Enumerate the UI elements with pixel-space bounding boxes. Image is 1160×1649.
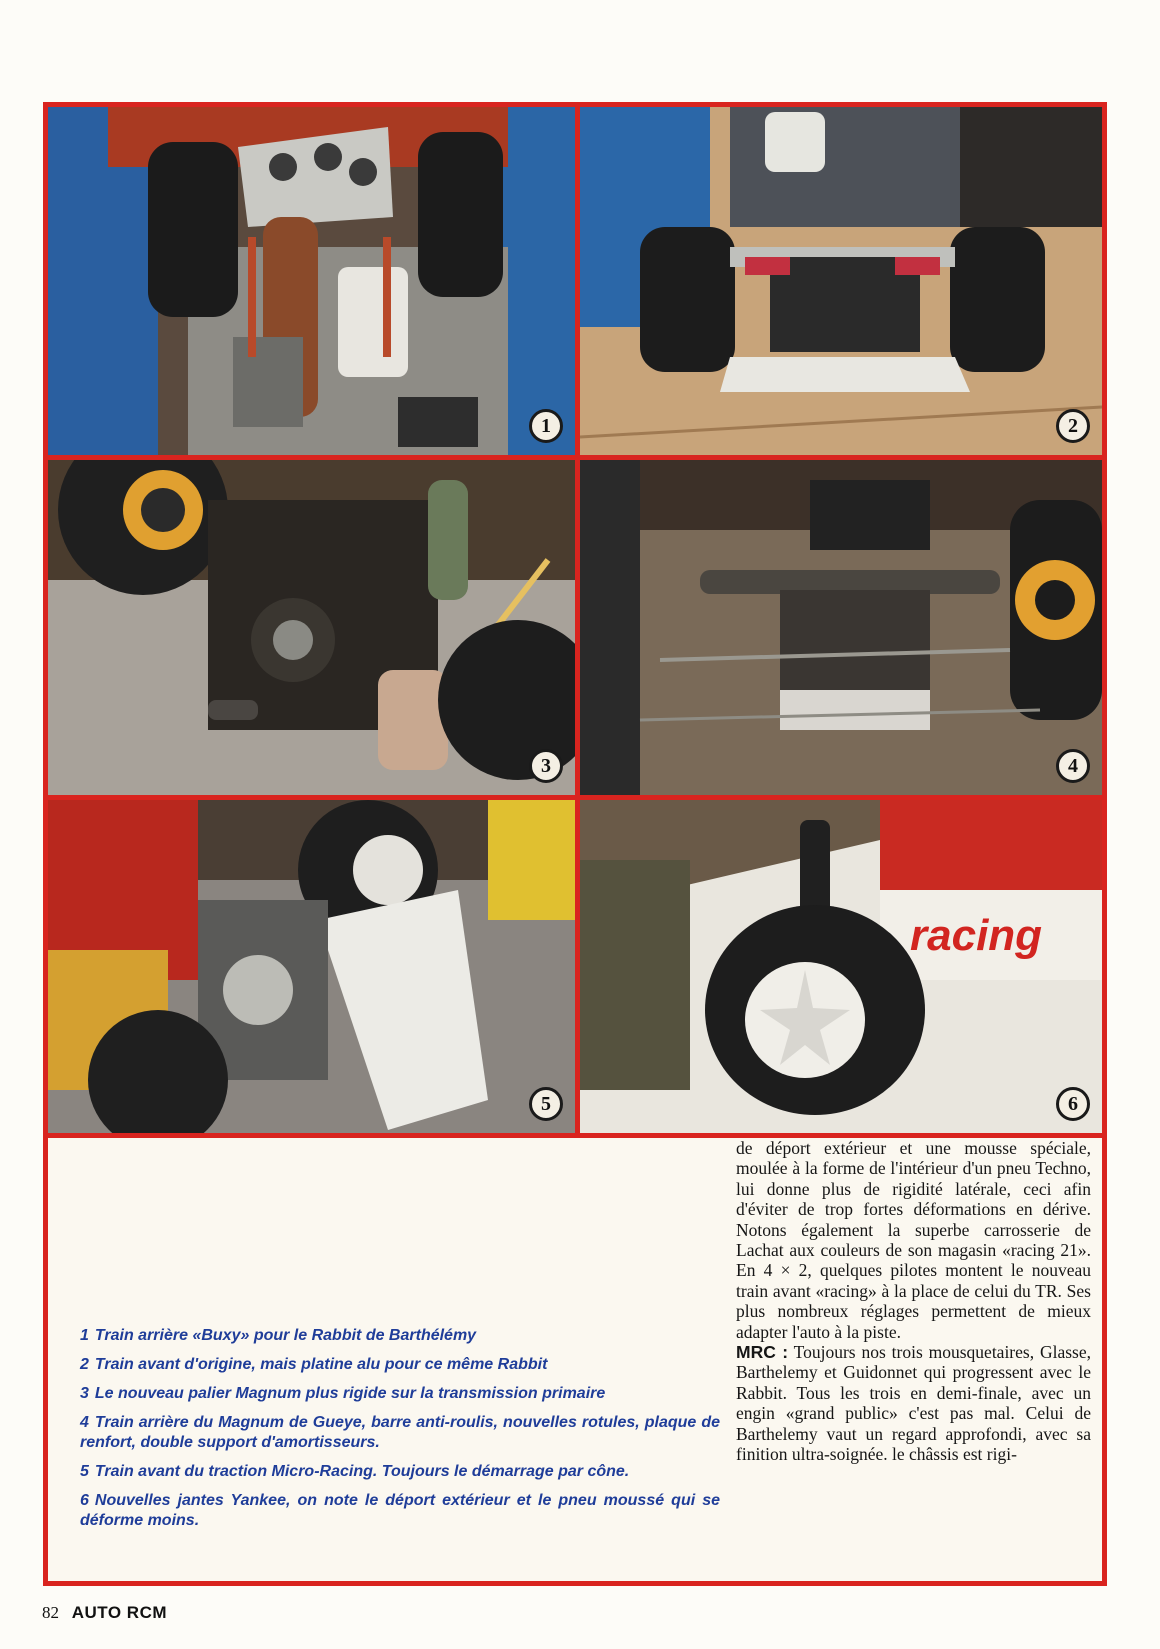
section-label-mrc: MRC :: [736, 1342, 789, 1363]
photo-number-badge: 3: [529, 749, 563, 783]
racing-sticker-text: racing: [910, 911, 1043, 960]
caption-6: 6 Nouvelles jantes Yankee, on note le déport extérieur et le pneu moussé qui se déforme moins.: [80, 1492, 720, 1529]
page-number: 82: [42, 1603, 59, 1622]
photo-captions: [80, 1326, 720, 1540]
photo-number-badge: 6: [1056, 1087, 1090, 1121]
caption-3: 3 Le nouveau palier Magnum plus rigide sur la transmission primaire: [80, 1385, 606, 1402]
photo-2-image: [580, 107, 1102, 455]
photo-number-badge: 2: [1056, 409, 1090, 443]
photo-6-image: [580, 800, 1102, 1133]
photo-3: [48, 460, 575, 795]
photo-spread: [43, 102, 1107, 1586]
caption-2: 2 Train avant d'origine, mais platine alu pour ce même Rabbit: [80, 1356, 548, 1373]
caption-5: 5 Train avant du traction Micro-Racing. Toujours le démarrage par cône.: [80, 1463, 630, 1480]
page-footer: [42, 1603, 167, 1623]
photo-3-image: [48, 460, 575, 795]
photo-1-image: [48, 107, 575, 455]
article-paragraph-mrc: MRC : Toujours nos trois mousquetaires, Glasse, Barthelemy et Guidonnet qui progressent avec le Rabbit. Tous les trois en demi-finale, avec un engin «grand public» c'est pas mal. Celui de Barthelemy vaut un regard approfondi, avec sa finition ultra-soignée. le châssis est rigi-: [736, 1342, 1091, 1465]
photo-2: [580, 107, 1102, 455]
photo-5-image: [48, 800, 575, 1133]
photo-1: [48, 107, 575, 455]
article-paragraph: de déport extérieur et une mousse spéciale, moulée à la forme de l'intérieur d'un pneu Techno, lui donne plus de rigidité latérale, ceci afin d'éviter de trop fortes déformations en dérive. Notons également la superbe carrosserie de Lachat aux couleurs de son magasin «racing 21». En 4 × 2, quelques pilotes montent le nouveau train avant «racing» à la place de celui du TR. Ses plus nombreux réglages permettent de mieux adapter l'auto à la piste.: [736, 1138, 1091, 1342]
article-column: [736, 1138, 1091, 1465]
photo-number-badge: 1: [529, 409, 563, 443]
photo-4-image: [580, 460, 1102, 795]
photo-5: [48, 800, 575, 1133]
text-panel: [48, 1138, 1102, 1581]
photo-number-badge: 5: [529, 1087, 563, 1121]
photo-6: [580, 800, 1102, 1133]
caption-1: 1 Train arrière «Buxy» pour le Rabbit de Barthélémy: [80, 1327, 477, 1344]
magazine-name: AUTO RCM: [71, 1603, 168, 1622]
caption-4: 4 Train arrière du Magnum de Gueye, barre anti-roulis, nouvelles rotules, plaque de renfort, double support d'amortisseurs.: [80, 1414, 720, 1451]
photo-number-badge: 4: [1056, 749, 1090, 783]
photo-4: [580, 460, 1102, 795]
